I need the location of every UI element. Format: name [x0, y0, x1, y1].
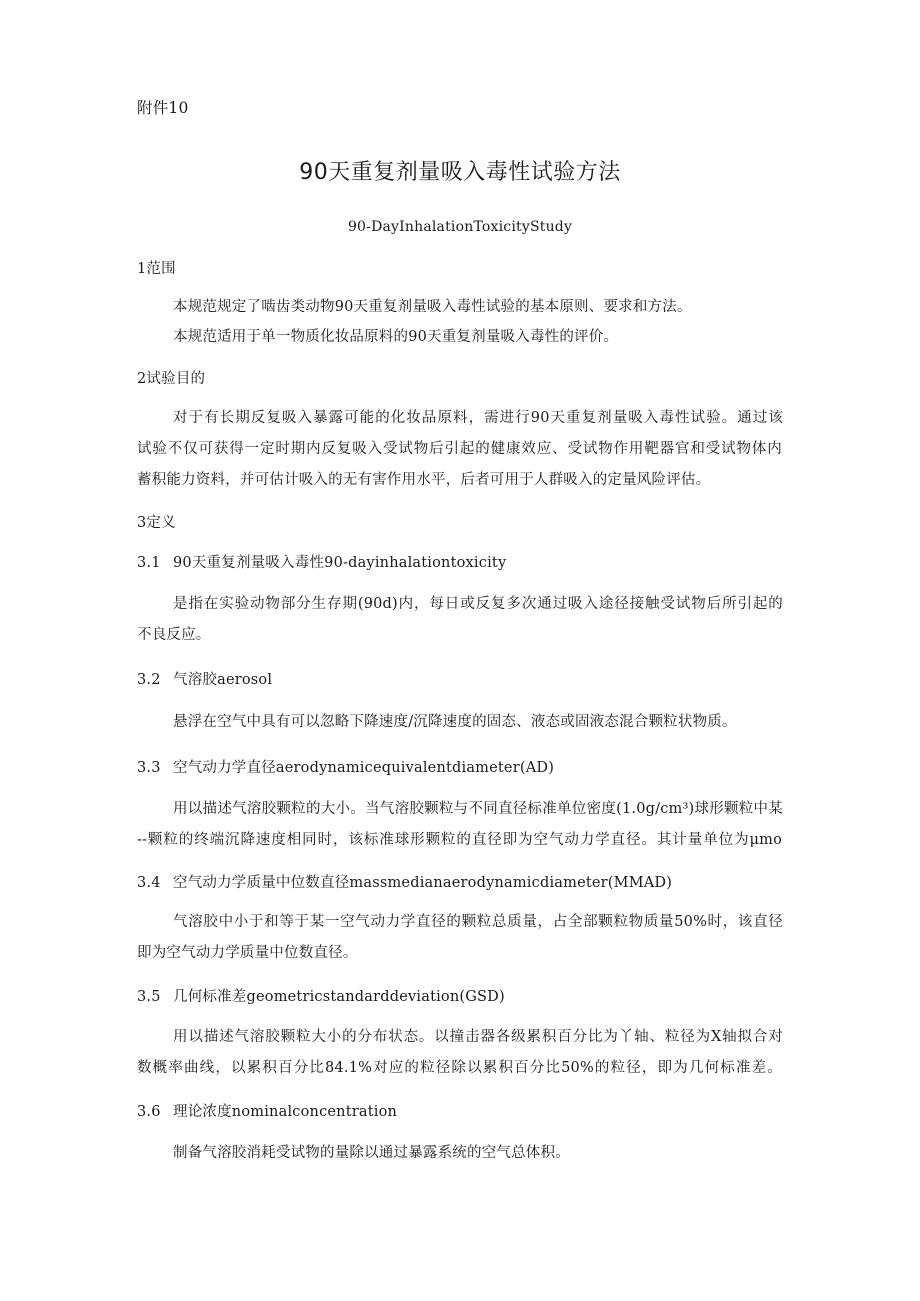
definition-term: 90天重复剂量吸入毒性90-dayinhalationtoxicity — [173, 555, 507, 571]
paragraph-line: 试验不仅可获得一定时期内反复吸入受试物后引起的健康效应、受试物作用靶器官和受试物体内 — [137, 441, 782, 457]
definition-heading — [137, 670, 272, 690]
paragraph-line: 蓄积能力资料，并可估计吸入的无有害作用水平，后者可用于人群吸入的定量风险评估。 — [137, 472, 711, 488]
definition-term: 气溶胶aerosol — [173, 672, 273, 688]
definition-number: 3.6 — [137, 1104, 161, 1120]
definition-number: 3.5 — [137, 989, 161, 1005]
section-heading-purpose: 2试验目的 — [137, 371, 206, 387]
definition-heading — [137, 553, 506, 573]
paragraph-line: 对于有长期反复吸入暴露可能的化妆品原料，需进行90天重复剂量吸入毒性试验。通过该 — [173, 410, 783, 426]
definition-number: 3.3 — [137, 760, 161, 776]
paragraph: 本规范规定了啮齿类动物90天重复剂量吸入毒性试验的基本原则、要求和方法。 — [173, 299, 692, 315]
definition-heading — [137, 873, 672, 893]
paragraph: 本规范适用于单一物质化妆品原料的90天重复剂量吸入毒性的评价。 — [173, 329, 619, 345]
definition-number: 3.2 — [137, 672, 161, 688]
definition-term: 空气动力学质量中位数直径massmedianaerodynamicdiameter(MMAD) — [173, 875, 673, 891]
definition-term: 几何标准差geometricstandarddeviation(GSD) — [173, 989, 505, 1005]
section-heading-scope: 1范围 — [137, 261, 176, 277]
paragraph-line: 制备气溶胶消耗受试物的量除以通过暴露系统的空气总体积。 — [173, 1145, 570, 1161]
definition-term: 理论浓度nominalconcentration — [173, 1104, 398, 1120]
paragraph-line: 用以描述气溶胶颗粒大小的分布状态。以撞击器各级累积百分比为丫轴、粒径为X轴拟合对 — [173, 1029, 783, 1045]
definition-term: 空气动力学直径aerodynamicequivalentdiameter(AD) — [173, 760, 555, 776]
definition-number: 3.1 — [137, 555, 161, 571]
document-title: 90天重复剂量吸入毒性试验方法 — [299, 160, 621, 185]
section-heading-definitions: 3定义 — [137, 515, 176, 531]
definition-heading — [137, 758, 554, 778]
paragraph-line: 气溶胶中小于和等于某一空气动力学直径的颗粒总质量，占全部颗粒物质量50%时，该直径 — [173, 914, 783, 930]
attachment-label: 附件10 — [137, 99, 189, 117]
definition-number: 3.4 — [137, 875, 161, 891]
paragraph-line: 不良反应。 — [137, 627, 211, 643]
paragraph-line: 即为空气动力学质量中位数直径。 — [137, 945, 358, 961]
document-subtitle: 90-DayInhalationToxicityStudy — [347, 219, 573, 235]
paragraph-line: 悬浮在空气中具有可以忽略下降速度/沉降速度的固态、液态或固液态混合颗粒状物质。 — [173, 714, 737, 730]
paragraph-line: --颗粒的终端沉降速度相同时，该标准球形颗粒的直径即为空气动力学直径。其计量单位为μmo — [137, 832, 782, 848]
paragraph-line: 是指在实验动物部分生存期(90d)内，每日或反复多次通过吸入途径接触受试物后所引起的 — [173, 596, 783, 612]
definition-heading — [137, 987, 505, 1007]
definition-heading — [137, 1102, 397, 1122]
paragraph-line: 数概率曲线，以累积百分比84.1%对应的粒径除以累积百分比50%的粒径，即为几何标准差。 — [137, 1060, 782, 1076]
paragraph-line: 用以描述气溶胶颗粒的大小。当气溶胶颗粒与不同直径标准单位密度(1.0g∕cm³)球形颗粒中某 — [173, 801, 783, 817]
